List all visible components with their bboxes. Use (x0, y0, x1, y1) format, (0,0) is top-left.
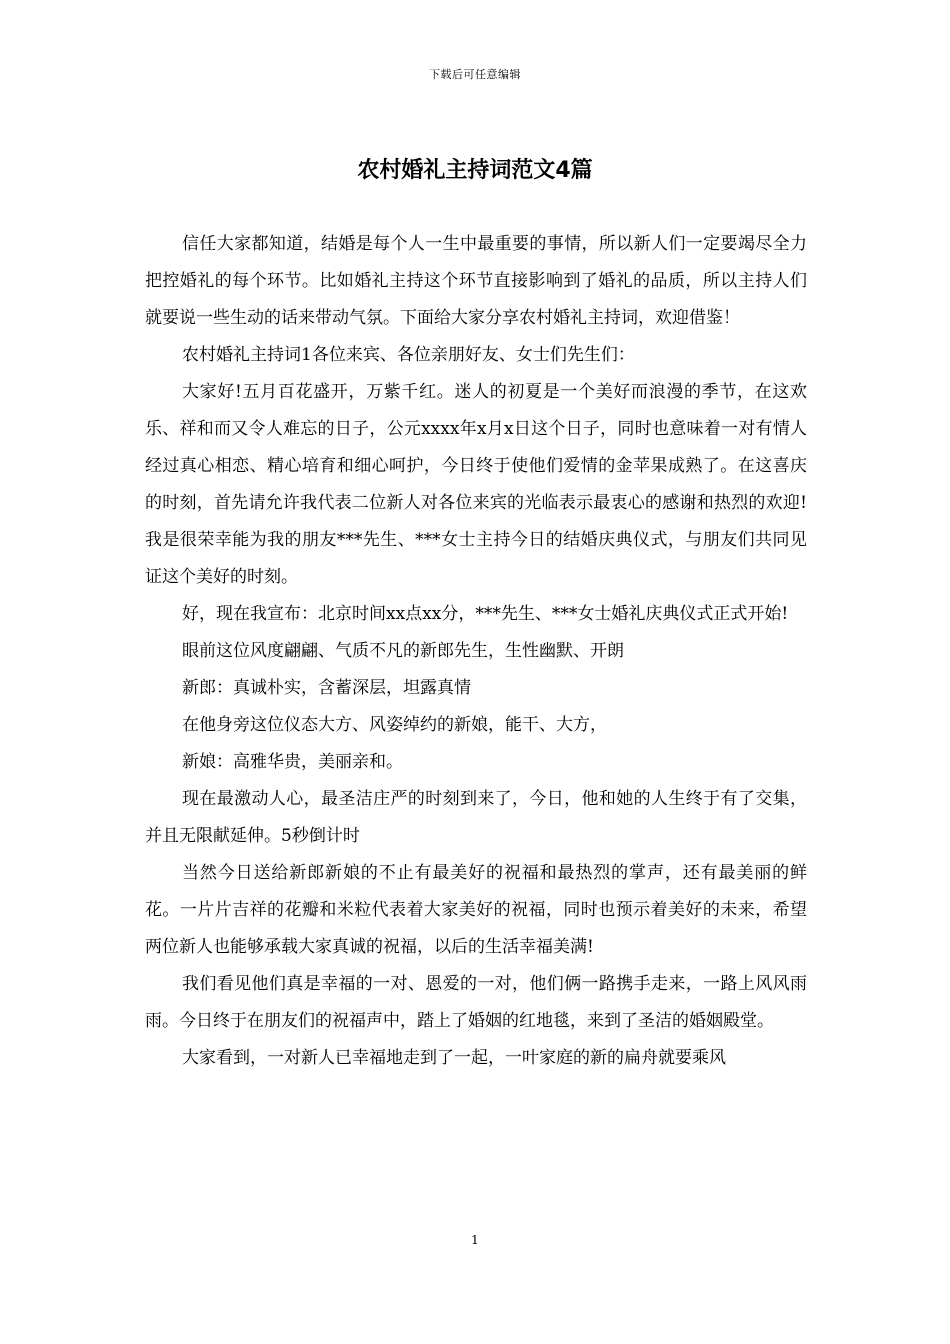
paragraph-flowers: 当然今日送给新郎新娘的不止有最美好的祝福和最热烈的掌声，还有最美丽的鲜花。一片片吉祥的花瓣和米粒代表着大家美好的祝福，同时也预示着美好的未来，希望两位新人也能够承载大家真诚的祝福，以后的生活幸福美满! (145, 863, 807, 957)
paragraph-bride-intro: 在他身旁这位仪态大方、风姿绰约的新娘，能干、大方， (182, 715, 607, 735)
paragraph-happy-couple: 我们看见他们真是幸福的一对、恩爱的一对，他们俩一路携手走来，一路上风风雨雨。今日终于在朋友们的祝福声中，踏上了婚姻的红地毯，来到了圣洁的婚姻殿堂。 (145, 974, 807, 1031)
page-number: 1 (471, 1233, 479, 1247)
paragraph-groom: 新郎：真诚朴实，含蓄深层，坦露真情 (182, 678, 471, 698)
paragraph-groom-intro: 眼前这位风度翩翩、气质不凡的新郎先生，生性幽默、开朗 (182, 641, 624, 661)
paragraph-countdown: 现在最激动人心，最圣洁庄严的时刻到来了，今日，他和她的人生终于有了交集，并且无限献延伸。5秒倒计时 (145, 789, 807, 846)
paragraph-announcement: 好，现在我宣布：北京时间xx点xx分，***先生、***女士婚礼庆典仪式正式开始! (182, 604, 789, 624)
paragraph-intro: 信任大家都知道，结婚是每个人一生中最重要的事情，所以新人们一定要竭尽全力把控婚礼的每个环节。比如婚礼主持这个环节直接影响到了婚礼的品质，所以主持人们就要说一些生动的话来带动气氛。下面给大家分享农村婚礼主持词，欢迎借鉴！ (145, 234, 807, 328)
paragraph-new-family: 大家看到，一对新人已幸福地走到了一起，一叶家庭的新的扁舟就要乘风 (182, 1048, 726, 1068)
page-header-note: 下载后可任意编辑 (429, 68, 521, 81)
paragraph-section-heading: 农村婚礼主持词1各位来宾、各位亲朋好友、女士们先生们： (182, 345, 635, 365)
document-title: 农村婚礼主持词范文4篇 (357, 158, 593, 183)
paragraph-greeting: 大家好!五月百花盛开，万紫千红。迷人的初夏是一个美好而浪漫的季节，在这欢乐、祥和而又令人难忘的日子，公元xxxx年x月x日这个日子，同时也意味着一对有情人经过真心相恋、精心培育和细心呵护，今日终于使他们爱情的金苹果成熟了。在这喜庆的时刻，首先请允许我代表二位新人对各位来宾的光临表示最衷心的感谢和热烈的欢迎!我是很荣幸能为我的朋友***先生、***女士主持今日的结婚庆典仪式，与朋友们共同见证这个美好的时刻。 (145, 382, 807, 587)
paragraph-bride: 新娘：高雅华贵，美丽亲和。 (182, 752, 403, 772)
document-body (145, 226, 807, 1077)
